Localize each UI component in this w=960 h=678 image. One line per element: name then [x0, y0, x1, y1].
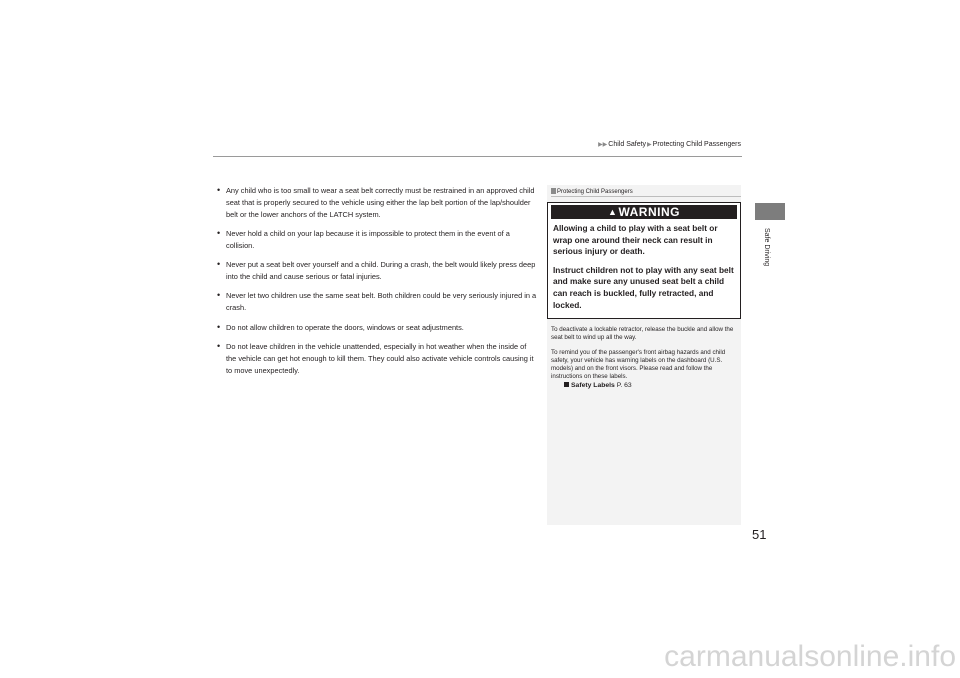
list-item-text: Any child who is too small to wear a seat belt correctly must be restrained in an approved child seat that is properly secured to the vehicle using either the lap belt portion of the lap/shoulder belt or the lower anchors of the LATCH system.: [226, 186, 535, 219]
sidebar-heading-text: Protecting Child Passengers: [557, 189, 633, 195]
page-reference[interactable]: [551, 382, 739, 390]
watermark: carmanualsonline.info: [664, 640, 956, 673]
list-item-text: Never let two children use the same seat belt. Both children could be very seriously injured in a crash.: [226, 291, 537, 313]
list-item: [217, 185, 537, 220]
warning-title: WARNING: [618, 205, 680, 219]
section-tab: [755, 203, 785, 220]
bullet-list: [217, 185, 537, 384]
triangle-icon: ▶: [647, 142, 652, 148]
sidebar-divider: [551, 196, 741, 197]
warning-header: [551, 205, 737, 219]
reference-label[interactable]: Safety Labels: [571, 381, 615, 389]
list-item: [217, 341, 537, 376]
bullet-icon: •: [217, 290, 221, 301]
note-text: To remind you of the passenger's front airbag hazards and child safety, your vehicle has warning labels on the dashboard (U.S. models) and on the front visors. Please read and follow the instructions on these labels.: [551, 348, 726, 381]
note-text: To deactivate a lockable retractor, release the buckle and allow the seat belt to wind up all the way.: [551, 326, 734, 342]
header-divider: [213, 156, 742, 157]
sidebar-notes: [547, 185, 741, 525]
warning-icon: ▲: [608, 207, 618, 217]
sidebar-heading: [551, 188, 633, 195]
bullet-icon: •: [217, 185, 221, 195]
section-label: Safe Driving: [763, 228, 770, 267]
breadcrumb-level1[interactable]: Child Safety: [608, 141, 647, 148]
bullet-icon: •: [217, 340, 221, 351]
reference-icon: [564, 382, 569, 387]
bullet-icon: •: [217, 227, 221, 238]
reference-page[interactable]: P. 63: [616, 381, 632, 389]
note-marker-icon: [551, 188, 556, 194]
bullet-icon: •: [217, 321, 221, 332]
breadcrumb-level2[interactable]: Protecting Child Passengers: [652, 141, 741, 148]
warning-text: Allowing a child to play with a seat belt or wrap one around their neck can result in serious injury or death.: [553, 223, 718, 257]
list-item-text: Never hold a child on your lap because it is impossible to protect them in the event of a collision.: [226, 228, 510, 250]
list-item-text: Do not allow children to operate the doors, windows or seat adjustments.: [226, 322, 464, 332]
breadcrumb: [598, 141, 741, 148]
bullet-icon: •: [217, 259, 221, 270]
list-item-text: Do not leave children in the vehicle unattended, especially in hot weather when the inside of the vehicle can get hot enough to kill them. They could also activate vehicle controls causing it to move unexpectedly.: [226, 341, 534, 375]
list-item: [217, 290, 537, 314]
list-item: [217, 228, 537, 252]
list-item: [217, 322, 537, 334]
triangle-icon: ▶▶: [598, 142, 608, 148]
list-item-text: Never put a seat belt over yourself and a child. During a crash, the belt would likely press deep into the child and cause serious or fatal injuries.: [226, 260, 536, 281]
page-number: 51: [752, 527, 767, 542]
warning-box: [547, 202, 741, 319]
warning-text: Instruct children not to play with any seat belt and make sure any unused seat belt a child can reach is buckled, fully retracted, and locked.: [553, 264, 734, 310]
list-item: [217, 259, 537, 283]
